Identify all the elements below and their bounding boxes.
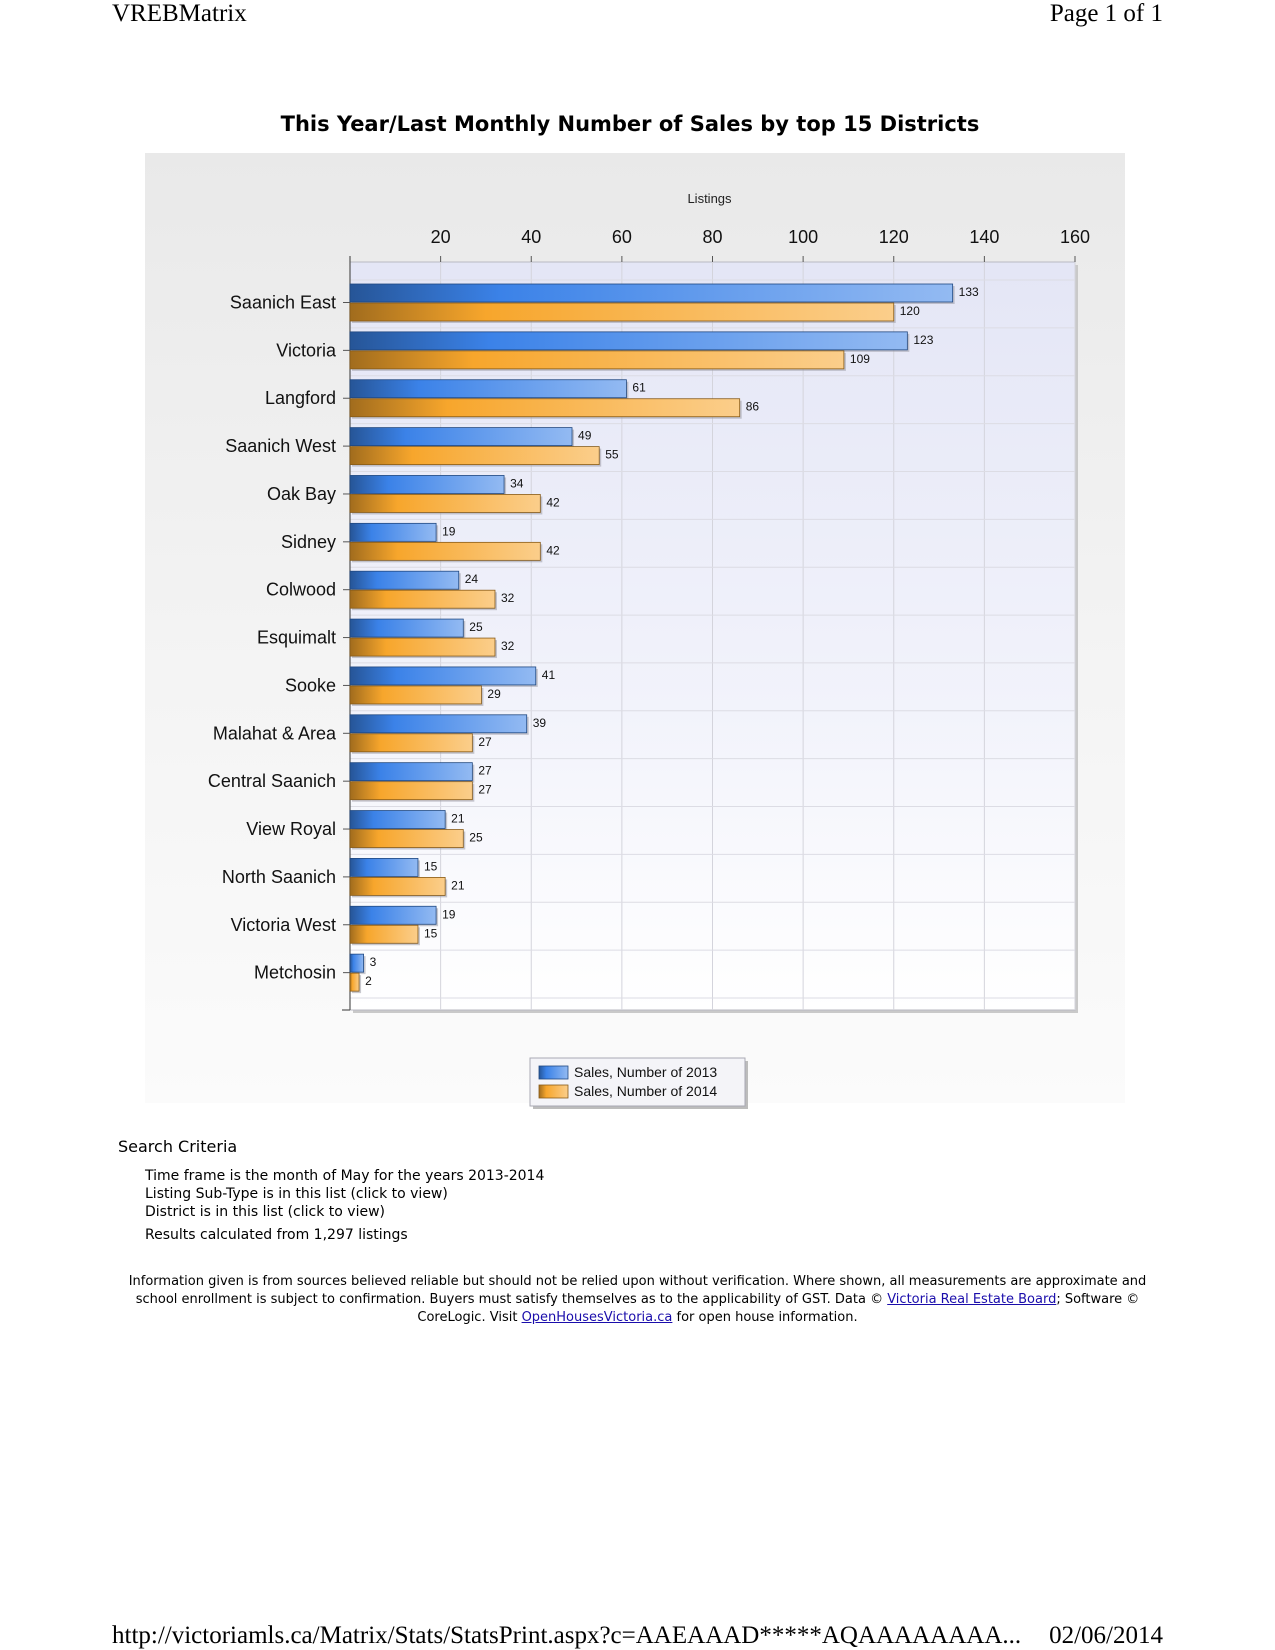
bar-2014 [350, 447, 599, 465]
bar-2014 [350, 782, 472, 800]
bar-2014 [350, 686, 481, 704]
disclaimer-text-3: for open house information. [672, 1310, 858, 1325]
bar-2013 [350, 332, 907, 350]
bar-2013 [350, 619, 463, 637]
bar-2014 [350, 542, 540, 560]
category-label: Esquimalt [256, 627, 336, 648]
data-label: 42 [546, 543, 560, 558]
bar-2014 [350, 303, 894, 321]
bar-2013 [350, 811, 445, 829]
category-label: Sooke [284, 675, 336, 696]
category-label: Langford [264, 388, 336, 409]
victoria-real-estate-board-link[interactable]: Victoria Real Estate Board [887, 1292, 1057, 1307]
bar-2014 [350, 925, 418, 943]
bar-2013 [350, 571, 459, 589]
category-label: Saanich West [225, 436, 336, 457]
category-label: Malahat & Area [212, 723, 336, 744]
disclaimer [125, 1273, 1150, 1327]
bar-2014 [350, 351, 844, 369]
bar-2013 [350, 667, 536, 685]
data-label: 27 [478, 763, 492, 778]
data-label: 2 [365, 974, 372, 989]
data-label: 123 [913, 332, 934, 347]
disclaimer-text-2: ; Software © CoreLogic. Visit [417, 1292, 1140, 1325]
x-tick-label: 40 [521, 227, 542, 247]
data-label: 41 [541, 667, 556, 682]
bar-2014 [350, 638, 495, 656]
x-axis-title: Listings [687, 191, 732, 206]
data-label: 19 [442, 907, 456, 922]
criteria-listing-subtype[interactable]: Listing Sub-Type is in this list (click to view) [145, 1186, 448, 1202]
data-label: 55 [605, 447, 619, 462]
category-label: Victoria West [230, 914, 336, 935]
chart-title: This Year/Last Monthly Number of Sales by top 15 Districts [280, 112, 980, 136]
data-label: 25 [469, 830, 483, 845]
data-label: 27 [478, 782, 492, 797]
data-label: 109 [849, 351, 870, 366]
bar-2013 [350, 284, 953, 302]
x-tick-label: 80 [702, 227, 723, 247]
bar-2014 [350, 877, 445, 895]
legend-swatch [539, 1085, 568, 1098]
data-label: 133 [958, 285, 979, 299]
category-label: North Saanich [221, 866, 336, 887]
bar-2014 [350, 399, 740, 417]
data-label: 19 [442, 524, 456, 539]
x-tick-label: 60 [611, 227, 632, 247]
bar-2014 [350, 973, 359, 991]
category-label: Victoria [276, 340, 336, 361]
open-houses-victoria-link[interactable]: OpenHousesVictoria.ca [521, 1310, 673, 1325]
bar-2013 [350, 380, 626, 398]
data-label: 21 [451, 878, 465, 893]
bar-2013 [350, 858, 418, 876]
legend-label: Sales, Number of 2013 [574, 1064, 718, 1080]
category-label: Sidney [280, 531, 336, 552]
data-label: 86 [745, 399, 760, 414]
x-tick-label: 20 [430, 227, 451, 247]
legend-label: Sales, Number of 2014 [574, 1083, 718, 1099]
data-label: 27 [478, 734, 492, 749]
data-label: 3 [369, 955, 377, 970]
criteria-timeframe: Time frame is the month of May for the years 2013-2014 [145, 1168, 545, 1184]
legend-swatch [539, 1066, 568, 1079]
data-label: 34 [510, 476, 524, 491]
footer-url: http://victoriamls.ca/Matrix/Stats/StatsPrint.aspx?c=AAEAAAD*****AQAAAAAAAA... [112, 1622, 1022, 1649]
data-label: 42 [546, 495, 560, 510]
bar-2013 [350, 954, 364, 972]
criteria-district[interactable]: District is in this list (click to view) [145, 1204, 385, 1220]
x-tick-label: 160 [1059, 227, 1091, 247]
data-label: 15 [423, 859, 438, 874]
criteria-results: Results calculated from 1,297 listings [145, 1227, 408, 1243]
data-label: 61 [632, 380, 646, 395]
bar-2014 [350, 830, 463, 848]
page-header-title: VREBMatrix [112, 0, 247, 27]
bar-2013 [350, 715, 527, 733]
footer-date: 02/06/2014 [1049, 1622, 1163, 1649]
data-label: 49 [578, 428, 592, 443]
data-label: 15 [423, 926, 438, 941]
data-label: 32 [501, 591, 515, 606]
criteria-list [145, 1167, 544, 1221]
category-label: Saanich East [229, 292, 336, 313]
data-label: 120 [899, 304, 920, 318]
data-label: 24 [464, 572, 479, 587]
disclaimer-text: Information given is from sources believed reliable but should not be relied upon without verification. Where shown, all measurements are approximate and school enrollment is subject to confirmation. Buyers must satisfy themselves as to the applicability of GST. Data © [128, 1274, 1147, 1307]
data-label: 39 [532, 715, 547, 730]
data-label: 21 [451, 811, 465, 826]
category-label: View Royal [246, 819, 336, 840]
bar-2013 [350, 906, 436, 924]
category-label: Metchosin [253, 962, 336, 983]
x-tick-label: 100 [788, 227, 819, 247]
category-label: Central Saanich [207, 771, 336, 792]
data-label: 32 [501, 639, 515, 654]
bar-2013 [350, 523, 436, 541]
bar-2013 [350, 763, 472, 781]
search-criteria [118, 1137, 544, 1243]
x-tick-label: 140 [969, 227, 1000, 247]
page-number: Page 1 of 1 [1049, 0, 1163, 27]
bar-2014 [350, 494, 540, 512]
category-label: Colwood [265, 579, 336, 600]
bar-2013 [350, 428, 572, 446]
data-label: 29 [487, 686, 501, 701]
search-criteria-heading: Search Criteria [118, 1137, 238, 1156]
bar-2014 [350, 734, 472, 752]
category-label: Oak Bay [266, 483, 336, 504]
data-label: 25 [469, 620, 483, 635]
bar-2013 [350, 475, 504, 493]
x-tick-label: 120 [878, 227, 909, 247]
bar-2014 [350, 590, 495, 608]
